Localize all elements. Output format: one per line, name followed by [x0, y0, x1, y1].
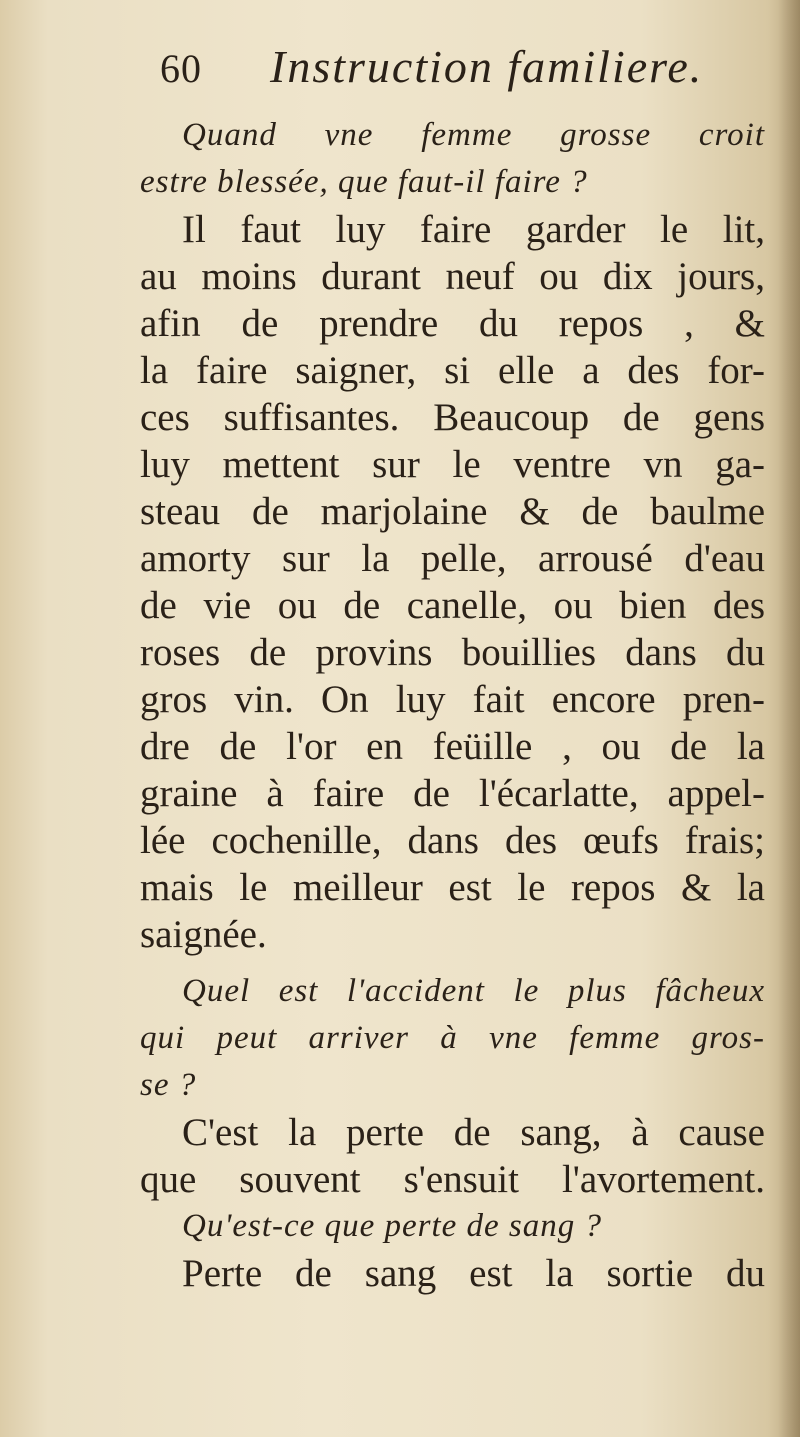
- text-line: que souvent s'ensuit l'avortement.: [140, 1158, 765, 1201]
- text-line: gros vin. On luy fait encore pren-: [140, 678, 765, 721]
- text-line: lée cochenille, dans des œufs frais;: [140, 819, 765, 862]
- text-line: steau de marjolaine & de baulme: [140, 490, 765, 533]
- text-line: ces suffisantes. Beaucoup de gens: [140, 396, 765, 439]
- running-head: [140, 40, 765, 112]
- text-line: de vie ou de canelle, ou bien des: [140, 584, 765, 627]
- question-line: qui peut arriver à vne femme gros-: [140, 1020, 765, 1056]
- text-line: saignée.: [140, 913, 267, 956]
- text-line: luy mettent sur le ventre vn ga-: [140, 443, 765, 486]
- text-line: la faire saigner, si elle a des for-: [140, 349, 765, 392]
- text-line: mais le meilleur est le repos & la: [140, 866, 765, 909]
- running-title: Instruction familiere.: [270, 41, 704, 92]
- question-line: se ?: [140, 1067, 197, 1103]
- text-line: afin de prendre du repos , &: [140, 302, 765, 345]
- text-line: C'est la perte de sang, à cause: [182, 1111, 765, 1154]
- text-line: roses de provins bouillies dans du: [140, 631, 765, 674]
- question-line: Quel est l'accident le plus fâcheux: [182, 973, 765, 1009]
- paragraph-gap: [140, 958, 765, 968]
- text-line: dre de l'or en feüille , ou de la: [140, 725, 765, 768]
- question-line: estre blessée, que faut-il faire ?: [140, 164, 588, 200]
- page-edge-shadow: [778, 0, 800, 1437]
- question-line: Quand vne femme grosse croit: [182, 117, 765, 153]
- text-line: Perte de sang est la sortie du: [182, 1252, 765, 1295]
- text-line: graine à faire de l'écarlatte, appel-: [140, 772, 765, 815]
- page-text: [140, 40, 765, 1297]
- text-line: au moins durant neuf ou dix jours,: [140, 255, 765, 298]
- text-line: amorty sur la pelle, arrousé d'eau: [140, 537, 765, 580]
- question-line: Qu'est-ce que perte de sang ?: [182, 1208, 603, 1244]
- text-line: Il faut luy faire garder le lit,: [182, 208, 765, 251]
- page-number: 60: [160, 46, 202, 91]
